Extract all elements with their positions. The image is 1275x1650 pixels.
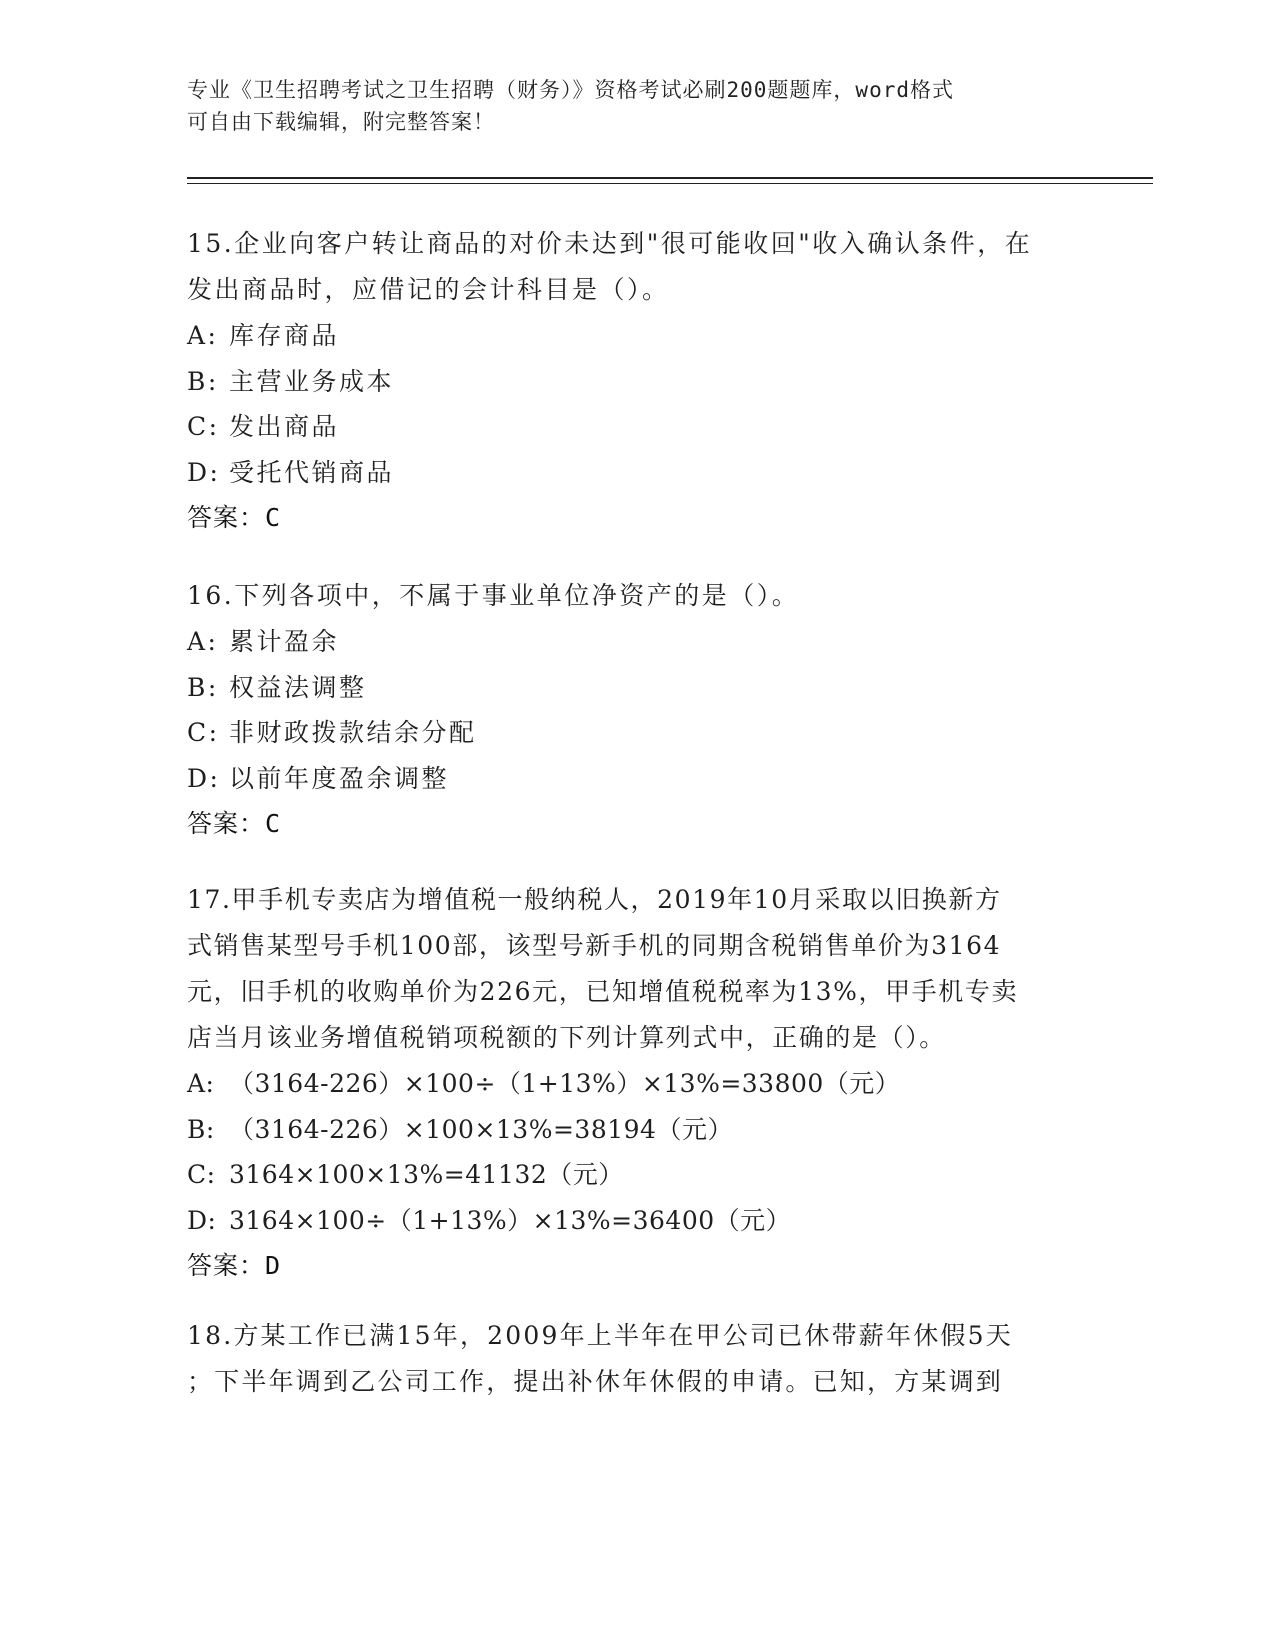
- question-16: [187, 573, 1087, 847]
- option-text: 受托代销商品: [229, 457, 395, 487]
- question-stem-line: ；下半年调到乙公司工作，提出补休年休假的申请。已知，方某调到: [187, 1367, 1004, 1396]
- option-text: 累计盈余: [229, 627, 340, 656]
- answer-line: [187, 1243, 1087, 1289]
- answer-line: [187, 801, 1087, 847]
- answer-line: [187, 495, 1087, 541]
- question-stem-line: 发出商品时，应借记的会计科目是（）。: [187, 275, 670, 304]
- option-letter: C:: [187, 412, 220, 441]
- option-letter: D:: [187, 457, 221, 487]
- option-letter: B:: [187, 366, 219, 396]
- option-letter: A:: [187, 1069, 215, 1098]
- option-b: [187, 665, 1087, 711]
- option-c: [187, 1152, 1087, 1198]
- question-18: [187, 1313, 1087, 1405]
- option-letter: D:: [187, 763, 221, 793]
- question-17: [187, 877, 1087, 1289]
- question-stem-line: 式销售某型号手机100部，该型号新手机的同期含税销售单价为3164: [187, 931, 1002, 960]
- option-letter: B:: [187, 1114, 215, 1144]
- answer-value: C: [265, 503, 282, 532]
- option-text: 3164×100×13%=41132（元）: [229, 1160, 624, 1189]
- option-text: 3164×100÷（1+13%）×13%=36400（元）: [229, 1205, 792, 1235]
- option-text: 发出商品: [229, 412, 340, 441]
- option-a: [187, 619, 1087, 665]
- question-stem-line: 15.企业向客户转让商品的对价未达到"很可能收回"收入确认条件，在: [187, 229, 1033, 258]
- option-d: [187, 450, 1087, 496]
- document-header: [187, 74, 1067, 138]
- question-stem-line: 16.下列各项中，不属于事业单位净资产的是（）。: [187, 581, 800, 610]
- question-15: [187, 221, 1087, 541]
- header-line-2: 可自由下载编辑，附完整答案！: [187, 110, 495, 134]
- question-stem-line: 元，旧手机的收购单价为226元，已知增值税税率为13%，甲手机专卖: [187, 977, 1019, 1006]
- option-text: （3164-226）×100÷（1+13%）×13%=33800（元）: [229, 1069, 901, 1098]
- answer-label: 答案：: [187, 1251, 266, 1280]
- header-divider-thick: [187, 177, 1153, 179]
- option-letter: B:: [187, 672, 219, 702]
- question-stem-line: 店当月该业务增值税销项税额的下列计算列式中，正确的是（）。: [187, 1023, 946, 1052]
- option-c: [187, 404, 1087, 450]
- answer-value: C: [265, 809, 282, 838]
- option-d: [187, 756, 1087, 802]
- option-letter: C:: [187, 718, 220, 747]
- option-b: [187, 1107, 1087, 1153]
- option-text: 主营业务成本: [229, 366, 395, 396]
- option-d: [187, 1198, 1087, 1244]
- option-text: 库存商品: [229, 321, 340, 350]
- option-letter: A:: [187, 321, 219, 350]
- option-b: [187, 359, 1087, 405]
- option-text: （3164-226）×100×13%=38194（元）: [229, 1114, 733, 1144]
- header-divider-thin: [187, 183, 1153, 184]
- option-letter: D:: [187, 1205, 217, 1235]
- option-a: [187, 313, 1087, 359]
- answer-value: D: [265, 1251, 282, 1280]
- option-text: 非财政拨款结余分配: [229, 718, 477, 747]
- question-stem-line: 17.甲手机专卖店为增值税一般纳税人，2019年10月采取以旧换新方: [187, 885, 1002, 914]
- header-line-1: 专业《卫生招聘考试之卫生招聘（财务）》资格考试必刷200题题库，word格式: [187, 78, 954, 102]
- question-stem-line: 18.方某工作已满15年，2009年上半年在甲公司已休带薪年休假5天: [187, 1321, 1013, 1350]
- option-c: [187, 710, 1087, 756]
- option-text: 以前年度盈余调整: [229, 763, 450, 793]
- option-a: [187, 1061, 1087, 1107]
- option-text: 权益法调整: [229, 672, 367, 702]
- option-letter: C:: [187, 1160, 216, 1189]
- answer-label: 答案：: [187, 503, 266, 532]
- answer-label: 答案：: [187, 809, 266, 838]
- option-letter: A:: [187, 627, 219, 656]
